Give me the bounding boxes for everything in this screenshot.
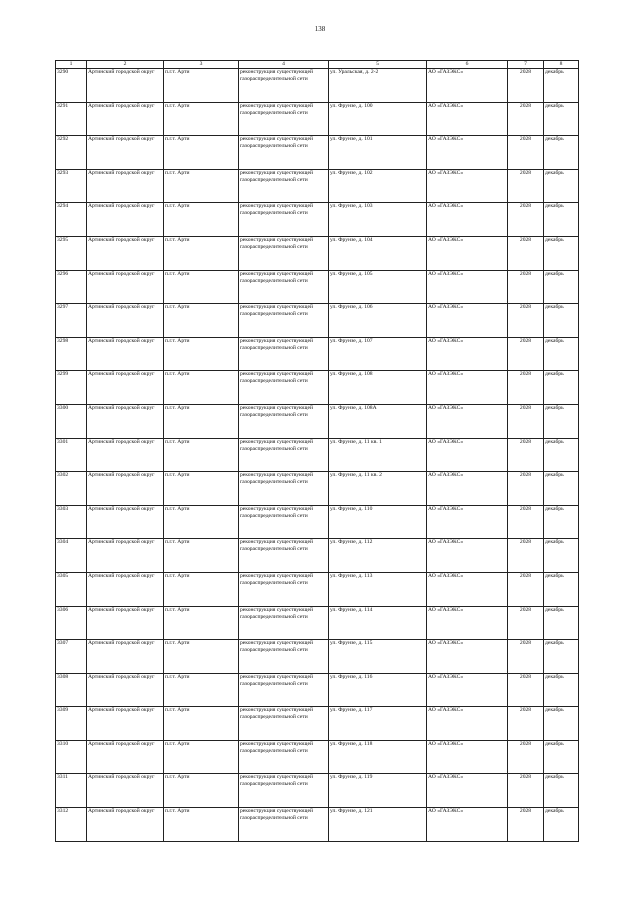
row-number-cell: 3296	[56, 270, 87, 304]
row-number-cell: 3309	[56, 707, 87, 741]
address-cell: ул. Фрунзе, д. 101	[329, 136, 427, 170]
district-cell: Артинский городской округ	[87, 808, 164, 842]
row-number-cell: 3294	[56, 203, 87, 237]
work-type-cell: реконструкция существующей газораспределительной сети	[239, 808, 329, 842]
district-cell: Артинский городской округ	[87, 673, 164, 707]
year-cell: 2028	[508, 640, 544, 674]
organization-cell: АО «ГАЗЭКС»	[427, 707, 508, 741]
table-row	[56, 606, 579, 640]
locality-cell: п.г.т. Арти	[164, 438, 239, 472]
organization-cell: АО «ГАЗЭКС»	[427, 270, 508, 304]
row-number-cell: 3311	[56, 774, 87, 808]
organization-cell: АО «ГАЗЭКС»	[427, 203, 508, 237]
month-cell: декабрь	[544, 404, 579, 438]
locality-cell: п.г.т. Арти	[164, 304, 239, 338]
row-number-cell: 3303	[56, 505, 87, 539]
month-cell: декабрь	[544, 136, 579, 170]
row-number-cell: 3295	[56, 236, 87, 270]
district-cell: Артинский городской округ	[87, 505, 164, 539]
district-cell: Артинский городской округ	[87, 707, 164, 741]
table-row	[56, 808, 579, 842]
table-row	[56, 640, 579, 674]
month-cell: декабрь	[544, 539, 579, 573]
work-type-cell: реконструкция существующей газораспределительной сети	[239, 606, 329, 640]
work-type-cell: реконструкция существующей газораспределительной сети	[239, 740, 329, 774]
table-row	[56, 505, 579, 539]
row-number-cell: 3301	[56, 438, 87, 472]
month-cell: декабрь	[544, 673, 579, 707]
locality-cell: п.г.т. Арти	[164, 236, 239, 270]
column-header: 8	[544, 61, 579, 69]
work-type-cell: реконструкция существующей газораспределительной сети	[239, 774, 329, 808]
district-cell: Артинский городской округ	[87, 270, 164, 304]
year-cell: 2028	[508, 808, 544, 842]
address-cell: ул. Фрунзе, д. 100	[329, 102, 427, 136]
table-row	[56, 337, 579, 371]
table-row	[56, 371, 579, 405]
address-cell: ул. Фрунзе, д. 102	[329, 169, 427, 203]
locality-cell: п.г.т. Арти	[164, 572, 239, 606]
district-cell: Артинский городской округ	[87, 740, 164, 774]
locality-cell: п.г.т. Арти	[164, 69, 239, 103]
locality-cell: п.г.т. Арти	[164, 136, 239, 170]
locality-cell: п.г.т. Арти	[164, 404, 239, 438]
organization-cell: АО «ГАЗЭКС»	[427, 774, 508, 808]
year-cell: 2028	[508, 236, 544, 270]
row-number-cell: 3310	[56, 740, 87, 774]
table-row	[56, 236, 579, 270]
district-cell: Артинский городской округ	[87, 404, 164, 438]
work-type-cell: реконструкция существующей газораспределительной сети	[239, 539, 329, 573]
column-header: 6	[427, 61, 508, 69]
row-number-cell: 3298	[56, 337, 87, 371]
organization-cell: АО «ГАЗЭКС»	[427, 236, 508, 270]
district-cell: Артинский городской округ	[87, 606, 164, 640]
address-cell: ул. Фрунзе, д. 106	[329, 304, 427, 338]
organization-cell: АО «ГАЗЭКС»	[427, 640, 508, 674]
work-type-cell: реконструкция существующей газораспределительной сети	[239, 304, 329, 338]
table-row	[56, 102, 579, 136]
address-cell: ул. Фрунзе, д. 107	[329, 337, 427, 371]
row-number-cell: 3304	[56, 539, 87, 573]
year-cell: 2028	[508, 136, 544, 170]
table-row	[56, 539, 579, 573]
work-type-cell: реконструкция существующей газораспределительной сети	[239, 438, 329, 472]
table-row	[56, 270, 579, 304]
locality-cell: п.г.т. Арти	[164, 606, 239, 640]
organization-cell: АО «ГАЗЭКС»	[427, 102, 508, 136]
work-type-cell: реконструкция существующей газораспределительной сети	[239, 404, 329, 438]
work-type-cell: реконструкция существующей газораспределительной сети	[239, 572, 329, 606]
year-cell: 2028	[508, 304, 544, 338]
work-type-cell: реконструкция существующей газораспределительной сети	[239, 472, 329, 506]
table-row	[56, 304, 579, 338]
work-type-cell: реконструкция существующей газораспределительной сети	[239, 505, 329, 539]
row-number-cell: 3292	[56, 136, 87, 170]
row-number-cell: 3308	[56, 673, 87, 707]
row-number-cell: 3307	[56, 640, 87, 674]
month-cell: декабрь	[544, 572, 579, 606]
address-cell: ул. Фрунзе, д. 115	[329, 640, 427, 674]
row-number-cell: 3297	[56, 304, 87, 338]
locality-cell: п.г.т. Арти	[164, 371, 239, 405]
year-cell: 2028	[508, 539, 544, 573]
row-number-cell: 3291	[56, 102, 87, 136]
district-cell: Артинский городской округ	[87, 572, 164, 606]
year-cell: 2028	[508, 169, 544, 203]
year-cell: 2028	[508, 505, 544, 539]
locality-cell: п.г.т. Арти	[164, 774, 239, 808]
locality-cell: п.г.т. Арти	[164, 270, 239, 304]
address-cell: ул. Фрунзе, д. 116	[329, 673, 427, 707]
locality-cell: п.г.т. Арти	[164, 337, 239, 371]
organization-cell: АО «ГАЗЭКС»	[427, 371, 508, 405]
column-header: 3	[164, 61, 239, 69]
month-cell: декабрь	[544, 236, 579, 270]
column-header: 2	[87, 61, 164, 69]
locality-cell: п.г.т. Арти	[164, 640, 239, 674]
month-cell: декабрь	[544, 472, 579, 506]
month-cell: декабрь	[544, 203, 579, 237]
month-cell: декабрь	[544, 270, 579, 304]
work-type-cell: реконструкция существующей газораспределительной сети	[239, 69, 329, 103]
table-row	[56, 707, 579, 741]
month-cell: декабрь	[544, 740, 579, 774]
work-type-cell: реконструкция существующей газораспределительной сети	[239, 707, 329, 741]
year-cell: 2028	[508, 270, 544, 304]
column-header: 7	[508, 61, 544, 69]
year-cell: 2028	[508, 673, 544, 707]
address-cell: ул. Фрунзе, д. 11 кв. 2	[329, 472, 427, 506]
month-cell: декабрь	[544, 640, 579, 674]
table-row	[56, 740, 579, 774]
district-cell: Артинский городской округ	[87, 69, 164, 103]
row-number-cell: 3305	[56, 572, 87, 606]
locality-cell: п.г.т. Арти	[164, 740, 239, 774]
organization-cell: АО «ГАЗЭКС»	[427, 169, 508, 203]
organization-cell: АО «ГАЗЭКС»	[427, 472, 508, 506]
table-row	[56, 774, 579, 808]
organization-cell: АО «ГАЗЭКС»	[427, 673, 508, 707]
address-cell: ул. Фрунзе, д. 117	[329, 707, 427, 741]
month-cell: декабрь	[544, 169, 579, 203]
address-cell: ул. Фрунзе, д. 110	[329, 505, 427, 539]
year-cell: 2028	[508, 404, 544, 438]
month-cell: декабрь	[544, 606, 579, 640]
organization-cell: АО «ГАЗЭКС»	[427, 136, 508, 170]
column-number-row	[56, 61, 579, 69]
locality-cell: п.г.т. Арти	[164, 673, 239, 707]
district-cell: Артинский городской округ	[87, 472, 164, 506]
month-cell: декабрь	[544, 371, 579, 405]
year-cell: 2028	[508, 102, 544, 136]
schedule-table	[55, 60, 579, 842]
address-cell: ул. Фрунзе, д. 105	[329, 270, 427, 304]
address-cell: ул. Фрунзе, д. 114	[329, 606, 427, 640]
address-cell: ул. Фрунзе, д. 119	[329, 774, 427, 808]
month-cell: декабрь	[544, 102, 579, 136]
work-type-cell: реконструкция существующей газораспределительной сети	[239, 371, 329, 405]
district-cell: Артинский городской округ	[87, 371, 164, 405]
year-cell: 2028	[508, 371, 544, 405]
organization-cell: АО «ГАЗЭКС»	[427, 539, 508, 573]
row-number-cell: 3293	[56, 169, 87, 203]
address-cell: ул. Фрунзе, д. 104	[329, 236, 427, 270]
year-cell: 2028	[508, 606, 544, 640]
month-cell: декабрь	[544, 438, 579, 472]
row-number-cell: 3290	[56, 69, 87, 103]
month-cell: декабрь	[544, 69, 579, 103]
work-type-cell: реконструкция существующей газораспределительной сети	[239, 673, 329, 707]
address-cell: ул. Уральская, д. 2-2	[329, 69, 427, 103]
table-row	[56, 404, 579, 438]
address-cell: ул. Фрунзе, д. 11 кв. 1	[329, 438, 427, 472]
year-cell: 2028	[508, 438, 544, 472]
district-cell: Артинский городской округ	[87, 203, 164, 237]
locality-cell: п.г.т. Арти	[164, 707, 239, 741]
address-cell: ул. Фрунзе, д. 121	[329, 808, 427, 842]
organization-cell: АО «ГАЗЭКС»	[427, 404, 508, 438]
organization-cell: АО «ГАЗЭКС»	[427, 304, 508, 338]
locality-cell: п.г.т. Арти	[164, 505, 239, 539]
month-cell: декабрь	[544, 808, 579, 842]
address-cell: ул. Фрунзе, д. 112	[329, 539, 427, 573]
year-cell: 2028	[508, 740, 544, 774]
organization-cell: АО «ГАЗЭКС»	[427, 808, 508, 842]
table-row	[56, 673, 579, 707]
district-cell: Артинский городской округ	[87, 136, 164, 170]
organization-cell: АО «ГАЗЭКС»	[427, 572, 508, 606]
table-body	[56, 69, 579, 842]
year-cell: 2028	[508, 572, 544, 606]
year-cell: 2028	[508, 472, 544, 506]
work-type-cell: реконструкция существующей газораспределительной сети	[239, 169, 329, 203]
year-cell: 2028	[508, 707, 544, 741]
row-number-cell: 3299	[56, 371, 87, 405]
table-row	[56, 69, 579, 103]
locality-cell: п.г.т. Арти	[164, 203, 239, 237]
organization-cell: АО «ГАЗЭКС»	[427, 337, 508, 371]
month-cell: декабрь	[544, 774, 579, 808]
row-number-cell: 3300	[56, 404, 87, 438]
table-row	[56, 169, 579, 203]
address-cell: ул. Фрунзе, д. 118	[329, 740, 427, 774]
locality-cell: п.г.т. Арти	[164, 808, 239, 842]
district-cell: Артинский городской округ	[87, 169, 164, 203]
column-header: 5	[329, 61, 427, 69]
year-cell: 2028	[508, 203, 544, 237]
work-type-cell: реконструкция существующей газораспределительной сети	[239, 203, 329, 237]
district-cell: Артинский городской округ	[87, 304, 164, 338]
table-row	[56, 472, 579, 506]
locality-cell: п.г.т. Арти	[164, 472, 239, 506]
work-type-cell: реконструкция существующей газораспределительной сети	[239, 236, 329, 270]
organization-cell: АО «ГАЗЭКС»	[427, 606, 508, 640]
address-cell: ул. Фрунзе, д. 108	[329, 371, 427, 405]
work-type-cell: реконструкция существующей газораспределительной сети	[239, 136, 329, 170]
district-cell: Артинский городской округ	[87, 337, 164, 371]
year-cell: 2028	[508, 337, 544, 371]
organization-cell: АО «ГАЗЭКС»	[427, 69, 508, 103]
organization-cell: АО «ГАЗЭКС»	[427, 740, 508, 774]
page-number: 138	[314, 25, 326, 33]
district-cell: Артинский городской округ	[87, 774, 164, 808]
month-cell: декабрь	[544, 337, 579, 371]
district-cell: Артинский городской округ	[87, 102, 164, 136]
district-cell: Артинский городской округ	[87, 640, 164, 674]
month-cell: декабрь	[544, 505, 579, 539]
table-row	[56, 203, 579, 237]
locality-cell: п.г.т. Арти	[164, 169, 239, 203]
work-type-cell: реконструкция существующей газораспределительной сети	[239, 640, 329, 674]
district-cell: Артинский городской округ	[87, 438, 164, 472]
organization-cell: АО «ГАЗЭКС»	[427, 505, 508, 539]
table-row	[56, 136, 579, 170]
work-type-cell: реконструкция существующей газораспределительной сети	[239, 102, 329, 136]
locality-cell: п.г.т. Арти	[164, 102, 239, 136]
locality-cell: п.г.т. Арти	[164, 539, 239, 573]
organization-cell: АО «ГАЗЭКС»	[427, 438, 508, 472]
district-cell: Артинский городской округ	[87, 236, 164, 270]
month-cell: декабрь	[544, 304, 579, 338]
month-cell: декабрь	[544, 707, 579, 741]
work-type-cell: реконструкция существующей газораспределительной сети	[239, 270, 329, 304]
table-row	[56, 438, 579, 472]
address-cell: ул. Фрунзе, д. 108А	[329, 404, 427, 438]
row-number-cell: 3312	[56, 808, 87, 842]
year-cell: 2028	[508, 774, 544, 808]
work-type-cell: реконструкция существующей газораспределительной сети	[239, 337, 329, 371]
address-cell: ул. Фрунзе, д. 113	[329, 572, 427, 606]
address-cell: ул. Фрунзе, д. 103	[329, 203, 427, 237]
district-cell: Артинский городской округ	[87, 539, 164, 573]
row-number-cell: 3306	[56, 606, 87, 640]
column-header: 1	[56, 61, 87, 69]
year-cell: 2028	[508, 69, 544, 103]
table-row	[56, 572, 579, 606]
column-header: 4	[239, 61, 329, 69]
row-number-cell: 3302	[56, 472, 87, 506]
